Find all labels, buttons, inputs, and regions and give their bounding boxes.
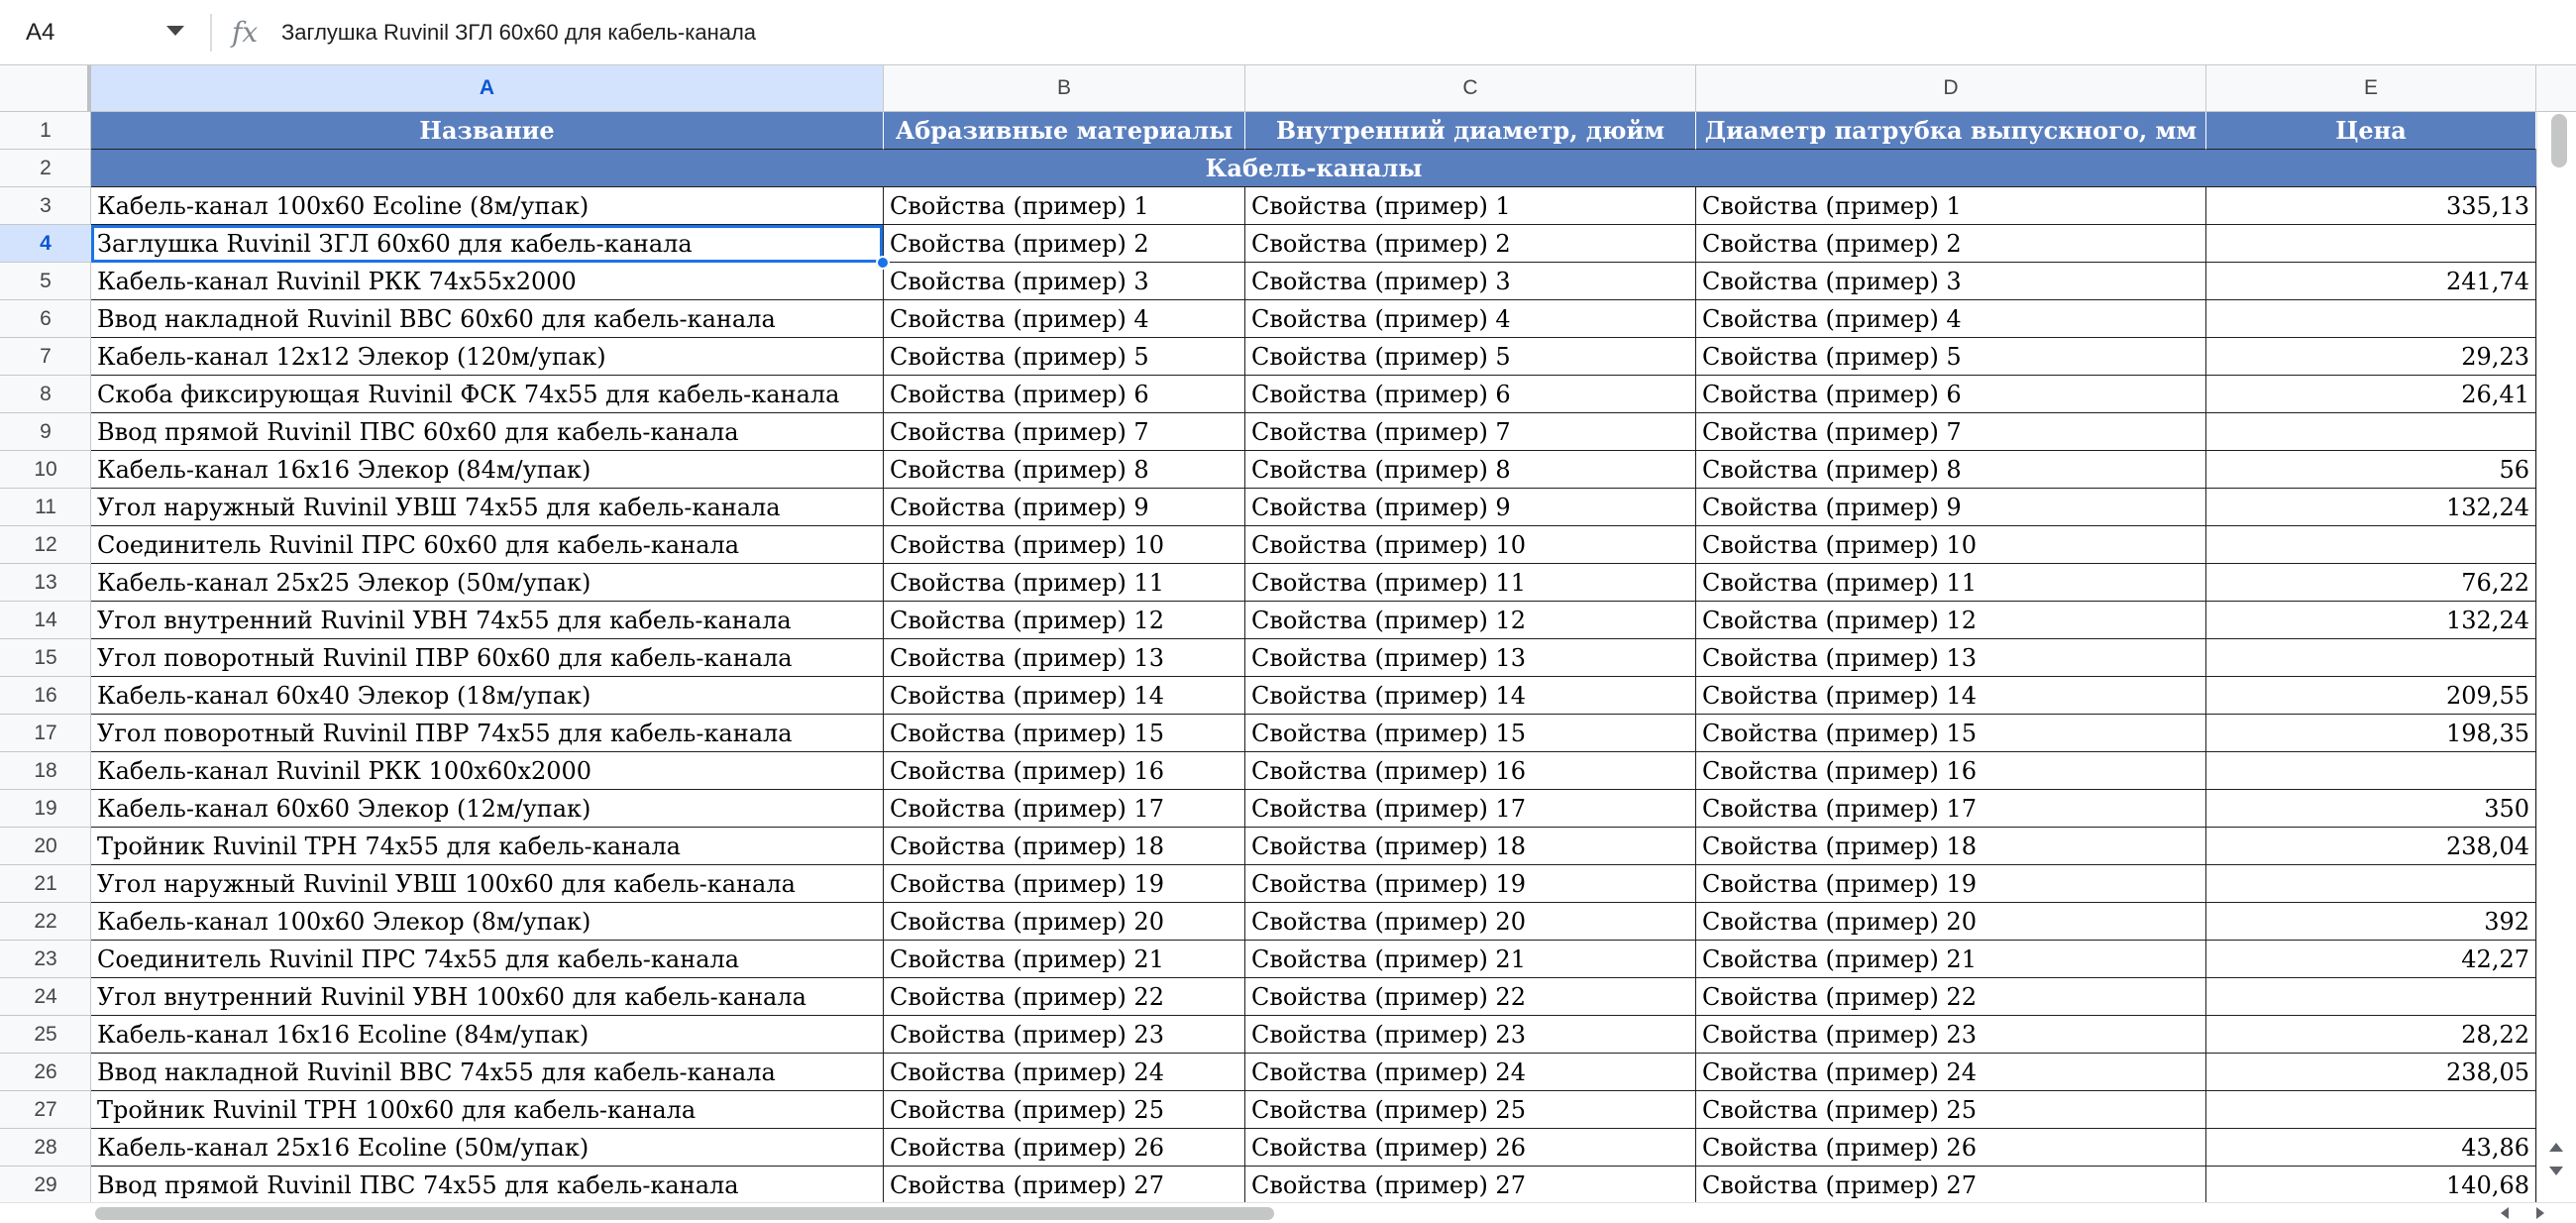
property-cell[interactable]: Свойства (пример) 10: [1696, 526, 2206, 564]
row-header-24[interactable]: 24: [0, 978, 91, 1016]
price-cell[interactable]: [2206, 413, 2536, 451]
property-cell[interactable]: Свойства (пример) 18: [1245, 828, 1696, 865]
table-row: [91, 790, 2536, 828]
property-cell[interactable]: Свойства (пример) 19: [884, 865, 1245, 903]
property-cell[interactable]: Свойства (пример) 18: [1696, 828, 2206, 865]
property-cell[interactable]: Свойства (пример) 8: [1245, 451, 1696, 489]
property-cell[interactable]: Свойства (пример) 10: [1245, 526, 1696, 564]
row-header-5[interactable]: 5: [0, 263, 91, 300]
property-cell[interactable]: Свойства (пример) 9: [884, 489, 1245, 526]
property-cell[interactable]: Свойства (пример) 15: [1696, 715, 2206, 752]
table-row: [91, 413, 2536, 451]
row-header-11[interactable]: 11: [0, 489, 91, 526]
price-cell[interactable]: 209,55: [2206, 677, 2536, 715]
name-cell[interactable]: Кабель-канал 100х60 Элекор (8м/упак): [91, 903, 884, 941]
name-cell[interactable]: Угол наружный Ruvinil УВШ 100х60 для кабель-канала: [91, 865, 884, 903]
property-cell[interactable]: Свойства (пример) 22: [1696, 978, 2206, 1016]
table-row: [91, 187, 2536, 225]
name-cell[interactable]: Кабель-канал Ruvinil РКК 74х55х2000: [91, 263, 884, 300]
formula-bar: [0, 0, 2576, 65]
price-cell[interactable]: 43,86: [2206, 1129, 2536, 1167]
property-cell[interactable]: Свойства (пример) 14: [884, 677, 1245, 715]
property-cell[interactable]: Свойства (пример) 24: [1245, 1054, 1696, 1091]
name-cell[interactable]: Кабель-канал 100х60 Ecoline (8м/упак): [91, 187, 884, 225]
property-cell[interactable]: Свойства (пример) 7: [1245, 413, 1696, 451]
name-cell[interactable]: Угол поворотный Ruvinil ПВР 74х55 для кабель-канала: [91, 715, 884, 752]
column-header-b[interactable]: B: [884, 65, 1245, 111]
price-cell[interactable]: [2206, 865, 2536, 903]
row-header-22[interactable]: 22: [0, 903, 91, 941]
name-cell[interactable]: Угол внутренний Ruvinil УВН 100х60 для кабель-канала: [91, 978, 884, 1016]
property-cell[interactable]: Свойства (пример) 12: [884, 602, 1245, 639]
header-cell[interactable]: Диаметр патрубка выпускного, мм: [1696, 112, 2206, 150]
vertical-scrollbar[interactable]: [2536, 112, 2576, 1202]
table-row: [91, 1167, 2536, 1202]
row-header-bar: [0, 112, 91, 1202]
table-row: [91, 564, 2536, 602]
row-header-9[interactable]: 9: [0, 413, 91, 451]
row-header-12[interactable]: 12: [0, 526, 91, 564]
property-cell[interactable]: Свойства (пример) 17: [1245, 790, 1696, 828]
column-header-d[interactable]: D: [1696, 65, 2206, 111]
price-cell[interactable]: [2206, 978, 2536, 1016]
property-cell[interactable]: Свойства (пример) 23: [1245, 1016, 1696, 1054]
table-row: [91, 263, 2536, 300]
name-cell[interactable]: Кабель-канал 25х16 Ecoline (50м/упак): [91, 1129, 884, 1167]
property-cell[interactable]: Свойства (пример) 21: [884, 941, 1245, 978]
table-row: [91, 865, 2536, 903]
column-header-e[interactable]: E: [2206, 65, 2536, 111]
property-cell[interactable]: Свойства (пример) 16: [1696, 752, 2206, 790]
vertical-scroll-thumb[interactable]: [2551, 114, 2567, 167]
property-cell[interactable]: Свойства (пример) 5: [1245, 338, 1696, 376]
row-header-14[interactable]: 14: [0, 602, 91, 639]
formula-input[interactable]: Заглушка Ruvinil ЗГЛ 60х60 для кабель-канала: [281, 20, 757, 45]
property-cell[interactable]: Свойства (пример) 27: [1245, 1167, 1696, 1202]
property-cell[interactable]: Свойства (пример) 26: [1696, 1129, 2206, 1167]
name-cell[interactable]: Кабель-канал 16х16 Ecoline (84м/упак): [91, 1016, 884, 1054]
header-cell[interactable]: Абразивные материалы: [884, 112, 1245, 150]
header-cell[interactable]: Внутренний диаметр, дюйм: [1245, 112, 1696, 150]
table-row: [91, 1091, 2536, 1129]
price-cell[interactable]: [2206, 639, 2536, 677]
name-cell[interactable]: Кабель-канал 60х60 Элекор (12м/упак): [91, 790, 884, 828]
property-cell[interactable]: Свойства (пример) 10: [884, 526, 1245, 564]
property-cell[interactable]: Свойства (пример) 20: [884, 903, 1245, 941]
property-cell[interactable]: Свойства (пример) 26: [884, 1129, 1245, 1167]
property-cell[interactable]: Свойства (пример) 21: [1696, 941, 2206, 978]
property-cell[interactable]: Свойства (пример) 26: [1245, 1129, 1696, 1167]
table-row: [91, 752, 2536, 790]
price-cell[interactable]: 42,27: [2206, 941, 2536, 978]
chevron-down-icon[interactable]: [166, 26, 184, 36]
price-cell[interactable]: 26,41: [2206, 376, 2536, 413]
formula-bar-divider: [210, 14, 212, 52]
scroll-right-icon[interactable]: [2536, 1207, 2544, 1219]
select-all-corner[interactable]: [0, 65, 91, 111]
property-cell[interactable]: Свойства (пример) 9: [1245, 489, 1696, 526]
table-row: [91, 1016, 2536, 1054]
price-cell[interactable]: 132,24: [2206, 602, 2536, 639]
property-cell[interactable]: Свойства (пример) 2: [1696, 225, 2206, 263]
property-cell[interactable]: Свойства (пример) 13: [884, 639, 1245, 677]
price-cell[interactable]: [2206, 300, 2536, 338]
property-cell[interactable]: Свойства (пример) 21: [1245, 941, 1696, 978]
name-cell[interactable]: Соединитель Ruvinil ПРС 60х60 для кабель-канала: [91, 526, 884, 564]
table-row: [91, 300, 2536, 338]
property-cell[interactable]: Свойства (пример) 25: [1696, 1091, 2206, 1129]
name-cell[interactable]: Ввод накладной Ruvinil ВВС 60х60 для кабель-канала: [91, 300, 884, 338]
row-header-26[interactable]: 26: [0, 1054, 91, 1091]
property-cell[interactable]: Свойства (пример) 1: [1696, 187, 2206, 225]
property-cell[interactable]: Свойства (пример) 20: [1245, 903, 1696, 941]
property-cell[interactable]: Свойства (пример) 15: [884, 715, 1245, 752]
name-cell[interactable]: Угол поворотный Ruvinil ПВР 60х60 для кабель-канала: [91, 639, 884, 677]
property-cell[interactable]: Свойства (пример) 1: [884, 187, 1245, 225]
property-cell[interactable]: Свойства (пример) 6: [1245, 376, 1696, 413]
property-cell[interactable]: Свойства (пример) 17: [884, 790, 1245, 828]
row-header-21[interactable]: 21: [0, 865, 91, 903]
property-cell[interactable]: Свойства (пример) 12: [1245, 602, 1696, 639]
sheet-grid: [91, 112, 2536, 1202]
row-header-8[interactable]: 8: [0, 376, 91, 413]
price-cell[interactable]: 56: [2206, 451, 2536, 489]
price-cell[interactable]: 29,23: [2206, 338, 2536, 376]
property-cell[interactable]: Свойства (пример) 20: [1696, 903, 2206, 941]
property-cell[interactable]: Свойства (пример) 13: [1245, 639, 1696, 677]
property-cell[interactable]: Свойства (пример) 8: [1696, 451, 2206, 489]
section-title-cell[interactable]: Кабель-каналы: [91, 150, 2536, 187]
name-cell[interactable]: Угол наружный Ruvinil УВШ 74х55 для кабель-канала: [91, 489, 884, 526]
property-cell[interactable]: Свойства (пример) 22: [1245, 978, 1696, 1016]
column-header-c[interactable]: C: [1245, 65, 1696, 111]
column-header-bar: [0, 65, 2576, 112]
row-header-17[interactable]: 17: [0, 715, 91, 752]
name-cell[interactable]: Заглушка Ruvinil ЗГЛ 60х60 для кабель-канала: [91, 225, 884, 263]
row-header-7[interactable]: 7: [0, 338, 91, 376]
property-cell[interactable]: Свойства (пример) 23: [884, 1016, 1245, 1054]
property-cell[interactable]: Свойства (пример) 2: [1245, 225, 1696, 263]
property-cell[interactable]: Свойства (пример) 18: [884, 828, 1245, 865]
property-cell[interactable]: Свойства (пример) 27: [884, 1167, 1245, 1202]
name-cell[interactable]: Кабель-канал Ruvinil РКК 100х60х2000: [91, 752, 884, 790]
property-cell[interactable]: Свойства (пример) 6: [884, 376, 1245, 413]
property-cell[interactable]: Свойства (пример) 7: [1696, 413, 2206, 451]
property-cell[interactable]: Свойства (пример) 14: [1696, 677, 2206, 715]
price-cell[interactable]: 241,74: [2206, 263, 2536, 300]
property-cell[interactable]: Свойства (пример) 24: [1696, 1054, 2206, 1091]
name-cell[interactable]: Скоба фиксирующая Ruvinil ФСК 74х55 для кабель-канала: [91, 376, 884, 413]
property-cell[interactable]: Свойства (пример) 11: [1696, 564, 2206, 602]
property-cell[interactable]: Свойства (пример) 3: [1245, 263, 1696, 300]
name-box-value: A4: [26, 19, 55, 46]
row-header-1[interactable]: 1: [0, 112, 91, 150]
property-cell[interactable]: Свойства (пример) 14: [1245, 677, 1696, 715]
price-cell[interactable]: [2206, 526, 2536, 564]
table-row: [91, 526, 2536, 564]
price-cell[interactable]: 238,04: [2206, 828, 2536, 865]
property-cell[interactable]: Свойства (пример) 15: [1245, 715, 1696, 752]
property-cell[interactable]: Свойства (пример) 11: [884, 564, 1245, 602]
property-cell[interactable]: Свойства (пример) 12: [1696, 602, 2206, 639]
row-header-28[interactable]: 28: [0, 1129, 91, 1167]
section-row: [91, 150, 2536, 187]
property-cell[interactable]: Свойства (пример) 3: [884, 263, 1245, 300]
property-cell[interactable]: Свойства (пример) 5: [884, 338, 1245, 376]
price-cell[interactable]: [2206, 752, 2536, 790]
row-header-19[interactable]: 19: [0, 790, 91, 828]
table-row: [91, 978, 2536, 1016]
column-header-a[interactable]: A: [91, 65, 884, 111]
property-cell[interactable]: Свойства (пример) 8: [884, 451, 1245, 489]
table-row: [91, 639, 2536, 677]
scroll-up-icon[interactable]: [2549, 1143, 2563, 1152]
table-row: [91, 489, 2536, 526]
row-header-2[interactable]: 2: [0, 150, 91, 187]
property-cell[interactable]: Свойства (пример) 9: [1696, 489, 2206, 526]
name-cell[interactable]: Кабель-канал 60х40 Элекор (18м/упак): [91, 677, 884, 715]
header-cell[interactable]: Название: [91, 112, 884, 150]
price-cell[interactable]: 140,68: [2206, 1167, 2536, 1202]
row-header-23[interactable]: 23: [0, 941, 91, 978]
property-cell[interactable]: Свойства (пример) 4: [1696, 300, 2206, 338]
table-row: [91, 903, 2536, 941]
table-header-row: [91, 112, 2536, 150]
property-cell[interactable]: Свойства (пример) 19: [1245, 865, 1696, 903]
name-cell[interactable]: Кабель-канал 16х16 Элекор (84м/упак): [91, 451, 884, 489]
row-header-16[interactable]: 16: [0, 677, 91, 715]
table-row: [91, 941, 2536, 978]
property-cell[interactable]: Свойства (пример) 25: [1245, 1091, 1696, 1129]
row-header-6[interactable]: 6: [0, 300, 91, 338]
horizontal-scroll-thumb[interactable]: [95, 1207, 1274, 1220]
property-cell[interactable]: Свойства (пример) 19: [1696, 865, 2206, 903]
scroll-down-icon[interactable]: [2549, 1167, 2563, 1175]
price-cell[interactable]: 132,24: [2206, 489, 2536, 526]
name-cell[interactable]: Тройник Ruvinil ТРН 74х55 для кабель-канала: [91, 828, 884, 865]
horizontal-scrollbar[interactable]: [0, 1202, 2576, 1223]
property-cell[interactable]: Свойства (пример) 27: [1696, 1167, 2206, 1202]
fill-handle[interactable]: [876, 256, 890, 270]
row-header-20[interactable]: 20: [0, 828, 91, 865]
property-cell[interactable]: Свойства (пример) 2: [884, 225, 1245, 263]
header-cell[interactable]: Цена: [2206, 112, 2536, 150]
row-header-29[interactable]: 29: [0, 1167, 91, 1204]
row-header-13[interactable]: 13: [0, 564, 91, 602]
property-cell[interactable]: Свойства (пример) 22: [884, 978, 1245, 1016]
fx-icon: fx: [232, 16, 259, 49]
name-cell[interactable]: Кабель-канал 25х25 Элекор (50м/упак): [91, 564, 884, 602]
property-cell[interactable]: Свойства (пример) 11: [1245, 564, 1696, 602]
price-cell[interactable]: [2206, 225, 2536, 263]
name-cell[interactable]: Ввод накладной Ruvinil ВВС 74х55 для кабель-канала: [91, 1054, 884, 1091]
property-cell[interactable]: Свойства (пример) 17: [1696, 790, 2206, 828]
table-row: [91, 677, 2536, 715]
price-cell[interactable]: 28,22: [2206, 1016, 2536, 1054]
name-cell[interactable]: Кабель-канал 12х12 Элекор (120м/упак): [91, 338, 884, 376]
price-cell[interactable]: [2206, 1091, 2536, 1129]
property-cell[interactable]: Свойства (пример) 4: [884, 300, 1245, 338]
property-cell[interactable]: Свойства (пример) 16: [1245, 752, 1696, 790]
price-cell[interactable]: 238,05: [2206, 1054, 2536, 1091]
row-header-18[interactable]: 18: [0, 752, 91, 790]
scroll-left-icon[interactable]: [2501, 1207, 2509, 1219]
property-cell[interactable]: Свойства (пример) 5: [1696, 338, 2206, 376]
table-row: [91, 602, 2536, 639]
table-row: [91, 715, 2536, 752]
property-cell[interactable]: Свойства (пример) 24: [884, 1054, 1245, 1091]
price-cell[interactable]: 335,13: [2206, 187, 2536, 225]
name-cell[interactable]: Ввод прямой Ruvinil ПВС 74х55 для кабель-канала: [91, 1167, 884, 1202]
name-cell[interactable]: Соединитель Ruvinil ПРС 74х55 для кабель-канала: [91, 941, 884, 978]
price-cell[interactable]: 76,22: [2206, 564, 2536, 602]
property-cell[interactable]: Свойства (пример) 16: [884, 752, 1245, 790]
table-row: [91, 1129, 2536, 1167]
price-cell[interactable]: 392: [2206, 903, 2536, 941]
table-row: [91, 1054, 2536, 1091]
price-cell[interactable]: 350: [2206, 790, 2536, 828]
row-header-27[interactable]: 27: [0, 1091, 91, 1129]
table-row: [91, 828, 2536, 865]
table-row: [91, 338, 2536, 376]
name-cell[interactable]: Ввод прямой Ruvinil ПВС 60х60 для кабель-канала: [91, 413, 884, 451]
table-row: [91, 225, 2536, 263]
row-header-25[interactable]: 25: [0, 1016, 91, 1054]
row-header-4[interactable]: 4: [0, 225, 91, 263]
row-header-10[interactable]: 10: [0, 451, 91, 489]
price-cell[interactable]: 198,35: [2206, 715, 2536, 752]
name-cell[interactable]: Тройник Ruvinil ТРН 100х60 для кабель-канала: [91, 1091, 884, 1129]
row-header-3[interactable]: 3: [0, 187, 91, 225]
table-row: [91, 376, 2536, 413]
name-cell[interactable]: Угол внутренний Ruvinil УВН 74х55 для кабель-канала: [91, 602, 884, 639]
property-cell[interactable]: Свойства (пример) 7: [884, 413, 1245, 451]
property-cell[interactable]: Свойства (пример) 6: [1696, 376, 2206, 413]
property-cell[interactable]: Свойства (пример) 23: [1696, 1016, 2206, 1054]
property-cell[interactable]: Свойства (пример) 25: [884, 1091, 1245, 1129]
property-cell[interactable]: Свойства (пример) 3: [1696, 263, 2206, 300]
property-cell[interactable]: Свойства (пример) 4: [1245, 300, 1696, 338]
table-row: [91, 451, 2536, 489]
property-cell[interactable]: Свойства (пример) 1: [1245, 187, 1696, 225]
property-cell[interactable]: Свойства (пример) 13: [1696, 639, 2206, 677]
row-header-15[interactable]: 15: [0, 639, 91, 677]
